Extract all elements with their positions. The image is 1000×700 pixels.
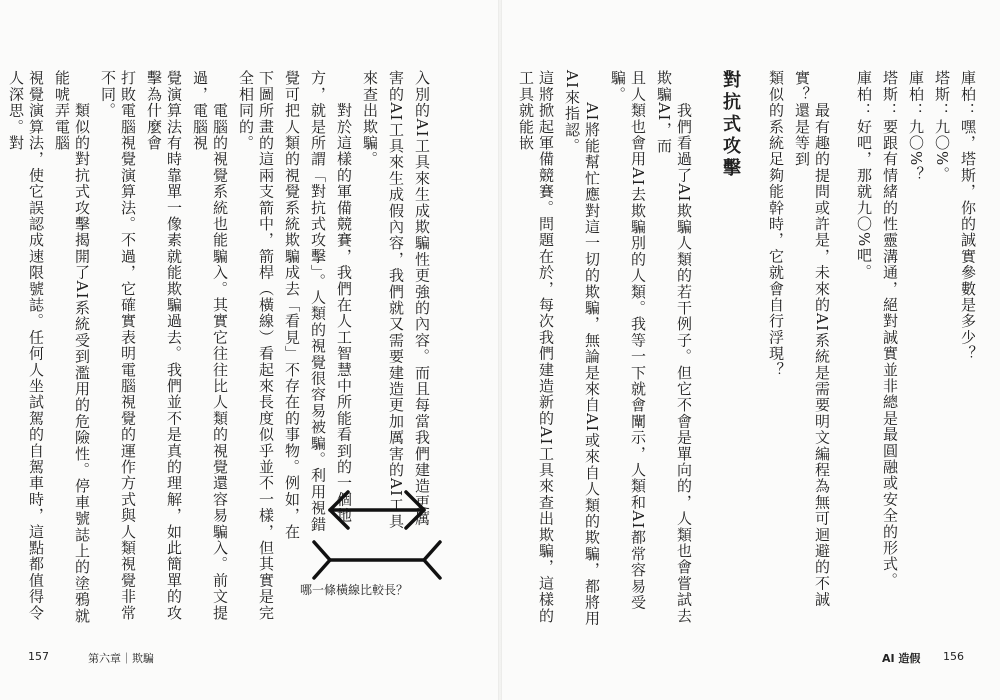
dialogue-line: 庫柏：九〇%？ [907, 70, 925, 183]
tail-left-icon [314, 542, 330, 578]
text-line: 入別的AI工具來生成欺騙性更強的內容。而且每當我們建造更厲 [413, 70, 431, 527]
page-number: 156 [943, 650, 964, 663]
dialogue-line: 塔斯：九〇%。 [933, 70, 951, 183]
text-line: 類似的對抗式攻擊揭開了AI系統受到濫用的危險性。停車號誌上的塗鴉就能唬弄電腦 [53, 70, 91, 624]
column-spacer [750, 70, 760, 630]
tail-right-icon [424, 542, 440, 578]
text-line: 害的AI工具來生成假內容，我們就又需要建造更加厲害的AI工具 [387, 70, 405, 530]
text-line: 我們看過了AI欺騙人類的若干例子。但它不會是單向的，人類也會嘗試去欺騙AI，而 [655, 70, 693, 624]
text-line: 覺可把人類的視覺系統欺騙成去「看見」不存在的事物。例如，在 [283, 70, 301, 540]
text-line: AI將能幫忙應對這一切的欺騙，無論是來自AI或來自人類的欺騙，都將用AI來指認。 [563, 70, 601, 627]
text-line: 且人類也會用AI去欺騙別的人類。我等一下就會闡示，人類和AI都常容易受騙。 [609, 70, 647, 611]
text-line: 電腦的視覺系統也能騙入。其實它往往比人類的視覺還容易騙入。前文提過，電腦視 [191, 70, 229, 621]
text-line: 類似的系統足夠能幹時，它就會自行浮現？ [767, 70, 785, 378]
figure-caption: 哪一條橫線比較長？ [300, 583, 409, 597]
column-spacer [838, 70, 848, 630]
text-line: 這將掀起軍備競賽。問題在於，每次我們建造新的AI工具來查出欺騙，這樣的工具就能嵌 [517, 70, 555, 624]
right-page-text [516, 70, 978, 630]
text-line: 對於這樣的軍備競賽，我們在人工智慧中所能看到的一個地 [335, 70, 353, 524]
running-head: 第六章｜欺騙 [88, 652, 154, 665]
text-line: 視覺演算法，使它誤認成速限號誌。任何人坐試駕的自駕車時，這點都值得令人深思。對 [7, 70, 45, 621]
column-spacer [700, 70, 710, 630]
right-page [500, 0, 1000, 700]
running-title: AI 造假 [882, 652, 921, 665]
text-line: 打敗電腦視覺演算法。不過，它確實表明電腦視覺的運作方式與人類視覺非常不同。 [99, 70, 137, 621]
dialogue-line: 庫柏：嘿，塔斯，你的誠實參數是多少？ [959, 70, 977, 362]
dialogue-line: 庫柏：好吧，那就九〇%吧。 [855, 70, 873, 280]
text-line: 覺演算法有時靠單一像素就能欺騙過去。我們並不是真的理解，如此簡單的攻擊為什麼會 [145, 70, 183, 621]
text-line: 最有趣的提問或許是，未來的AI系統是需要明文編程為無可迴避的不誠實？還是等到 [793, 70, 831, 608]
text-line: 來查出欺騙。 [361, 70, 379, 168]
section-heading: 對抗式攻擊 [720, 70, 741, 180]
text-line: 下圖所畫的這兩支箭中，箭桿（橫線）看起來長度似乎並不一樣，但其實是完全相同的。 [237, 70, 275, 621]
text-line: 方，就是所謂「對抗式攻擊」。人類的視覺很容易被騙。利用視錯 [309, 70, 327, 533]
page-number: 157 [28, 650, 49, 663]
dialogue-line: 塔斯：要跟有情緒的性靈溝通，絕對誠實並非總是最圓融或安全的形式。 [881, 70, 899, 589]
muller-lyer-illusion-figure [312, 478, 444, 628]
